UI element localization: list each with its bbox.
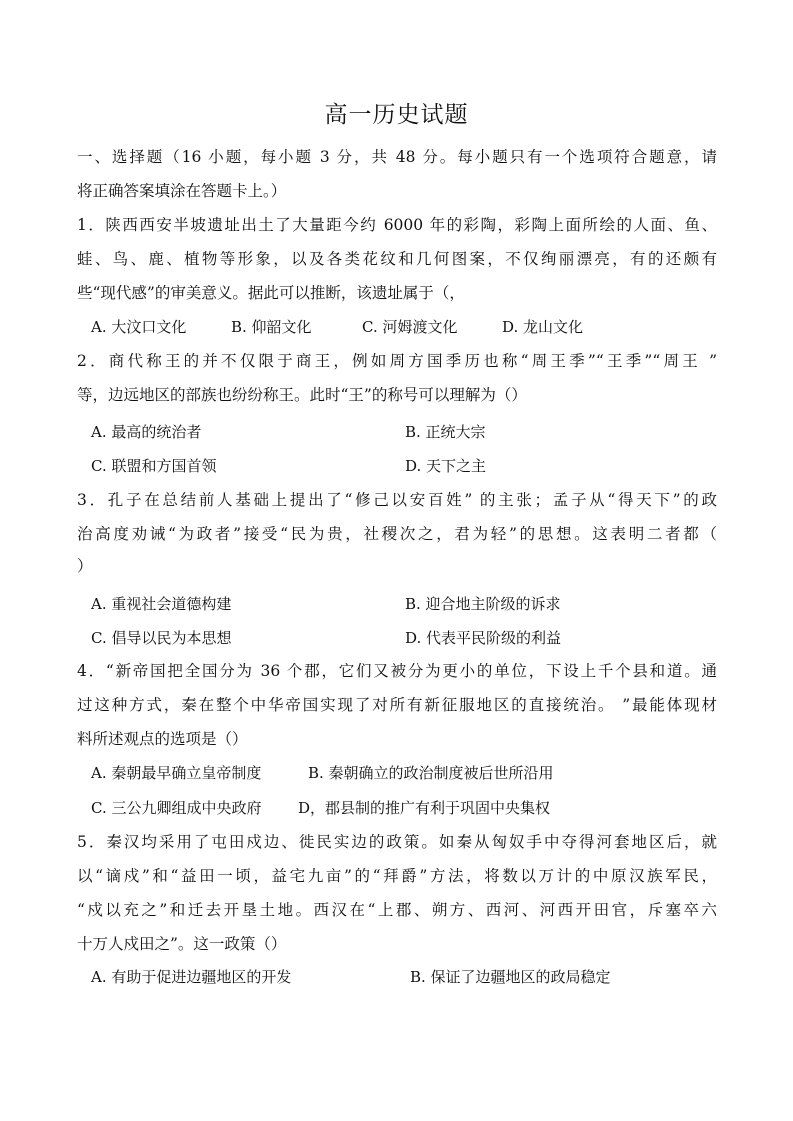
question-3-option-d: D. 代表平民阶级的利益 — [405, 629, 562, 647]
question-4-option-c: C. 三公九卿组成中央政府 — [91, 799, 262, 817]
question-5-line-4: 十万人戍田之”。这一政策（） — [77, 935, 287, 953]
question-3-line-3: ） — [77, 557, 93, 575]
question-1-line-2: 蛙、鸟、鹿、植物等形象，以及各类花纹和几何图案，不仅绚丽漂亮，有的还颇有 — [77, 250, 717, 268]
question-4-option-d: D，郡县制的推广有利于巩固中央集权 — [298, 799, 551, 817]
question-4-line-1: 4．“新帝国把全国分为 36 个郡，它们又被分为更小的单位，下设上千个县和道。通 — [77, 662, 717, 680]
question-4-option-a: A. 秦朝最早确立皇帝制度 — [91, 764, 262, 782]
page-title: 高一历史试题 — [324, 102, 469, 128]
question-1-option-a: A. 大汶口文化 — [91, 318, 187, 336]
question-5-line-1: 5．秦汉均采用了屯田戍边、徙民实边的政策。如秦从匈奴手中夺得河套地区后，就 — [77, 833, 717, 851]
question-2-line-2: 等，边远地区的部族也纷纷称王。此时“王”的称号可以理解为（） — [77, 386, 527, 404]
question-1-option-d: D. 龙山文化 — [502, 318, 584, 336]
question-2-option-c: C. 联盟和方国首领 — [91, 457, 217, 475]
question-4-line-2: 过这种方式，秦在整个中华帝国实现了对所有新征服地区的直接统治。 ”最能体现材 — [77, 696, 717, 714]
question-4-line-3: 料所述观点的选项是（） — [77, 730, 248, 748]
question-2-line-1: 2．商代称王的并不仅限于商王，例如周方国季历也称“周王季”“王季”“周王 ” — [77, 352, 717, 370]
question-1-option-c: C. 河姆渡文化 — [362, 318, 458, 336]
section-instruction-line-1: 一、选择题（16 小题，每小题 3 分，共 48 分。每小题只有一个选项符合题意，请 — [77, 148, 717, 166]
question-4-option-b: B. 秦朝确立的政治制度被后世所沿用 — [308, 764, 554, 782]
question-2-option-b: B. 正统大宗 — [405, 423, 486, 441]
question-3-line-2: 治高度劝诫“为政者”接受“民为贵，社稷次之，君为轻”的思想。这表明二者都（ — [77, 525, 717, 543]
question-5-option-a: A. 有助于促进边疆地区的开发 — [91, 968, 292, 986]
question-1-option-b: B. 仰韶文化 — [231, 318, 312, 336]
question-1-line-1: 1．陕西西安半坡遗址出土了大量距今约 6000 年的彩陶，彩陶上面所绘的人面、鱼、 — [77, 216, 717, 234]
question-1-line-3: 些“现代感”的审美意义。据此可以推断，该遗址属于（， — [77, 284, 465, 302]
question-3-option-b: B. 迎合地主阶级的诉求 — [405, 595, 561, 613]
question-2-option-d: D. 天下之主 — [405, 457, 487, 475]
question-5-line-3: “戍以充之”和迁去开垦土地。西汉在“上郡、朔方、西河、河西开田官，斥塞卒六 — [77, 901, 717, 919]
question-2-option-a: A. 最高的统治者 — [91, 423, 202, 441]
question-3-option-a: A. 重视社会道德构建 — [91, 595, 232, 613]
section-instruction-line-2: 将正确答案填涂在答题卡上。） — [77, 182, 287, 200]
question-5-option-b: B. 保证了边疆地区的政局稳定 — [410, 968, 611, 986]
question-3-option-c: C. 倡导以民为本思想 — [91, 629, 232, 647]
question-5-line-2: 以“谪戍”和“益田一顷，益宅九亩”的“拜爵”方法，将数以万计的中原汉族军民， — [77, 867, 717, 885]
question-3-line-1: 3．孔子在总结前人基础上提出了“修己以安百姓” 的主张；孟子从“得天下”的政 — [77, 491, 717, 509]
